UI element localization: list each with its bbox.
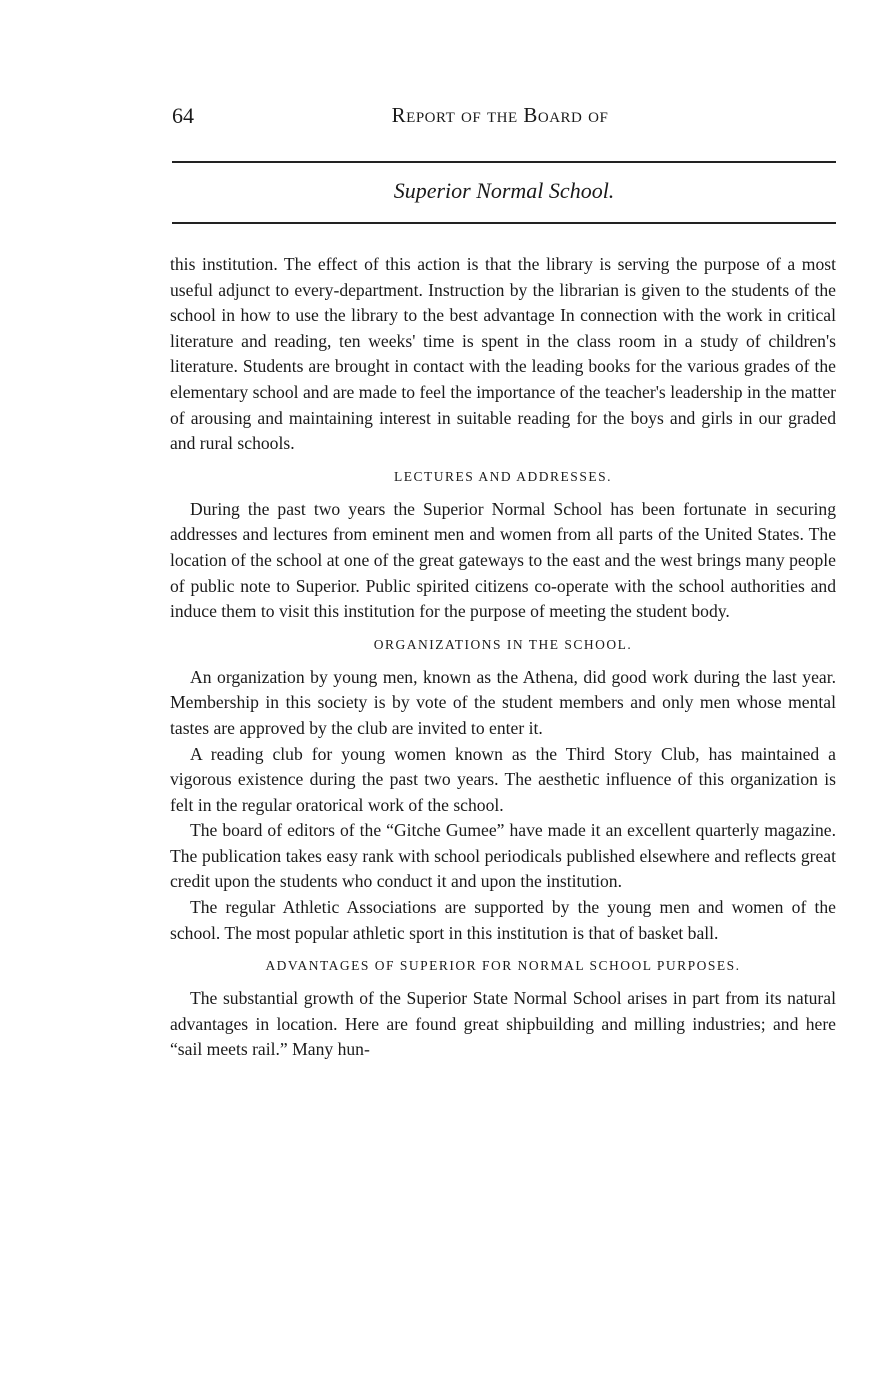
paragraph-athena: An organization by young men, known as the Athena, did good work during the last year. Membership in this society is by vote of the student members and only men whose mental tastes are approved by the club are invited to enter it. [170,666,836,738]
section-heading-organizations: ORGANIZATIONS IN THE SCHOOL. [373,636,633,652]
paragraph-gitche-gumee: The board of editors of the “Gitche Gumee” have made it an excellent quarterly magazine. The publication takes easy rank with school periodicals published elsewhere and reflects great credit upon the students who conduct it and upon the institution. [170,820,836,892]
paragraph-third-story-club: A reading club for young women known as the Third Story Club, has maintained a vigorous existence during the past two years. The aesthetic influence of this organization is felt in the regular oratorical work of the school. [170,743,836,815]
top-rule [172,161,836,163]
body-text [170,252,836,1063]
running-head: Report of the Board of [391,103,609,127]
subtitle: Superior Normal School. [393,178,615,203]
paragraph-lectures: During the past two years the Superior Normal School has been fortunate in securing addresses and lectures from eminent men and women from all parts of the United States. The location of the school at one of the great gateways to the east and the west brings many people of public note to Superior. Public spirited citizens co-operate with the school authorities and induce them to visit this institution for the purpose of meeting the student body. [170,498,836,622]
paragraph-athletics: The regular Athletic Associations are supported by the young men and women of the school. The most popular athletic sport in this institution is that of basket ball. [170,897,836,943]
bottom-rule [172,222,836,224]
page-number: 64 [172,103,194,128]
paragraph-library: this institution. The effect of this action is that the library is serving the purpose of a most useful adjunct to every-department. Instruction by the librarian is given to the students of the school in how to use the library to the best advantage In connection with the work in critical literature and reading, ten weeks' time is spent in the class room in a study of children's literature. Students are brought in contact with the leading books for the various grades of the elementary school and are made to feel the importance of the teacher's leadership in the matter of arousing and maintaining interest in suitable reading for the boys and girls in our graded and rural schools. [170,254,836,454]
section-heading-advantages: ADVANTAGES OF SUPERIOR FOR NORMAL SCHOOL PURPOSES. [265,958,741,974]
paragraph-advantages: The substantial growth of the Superior State Normal School arises in part from its natural advantages in location. Here are found great shipbuilding and milling industries; and here “sail meets rail.” Many hun- [170,988,836,1060]
section-heading-lectures: LECTURES AND ADDRESSES. [394,468,612,484]
